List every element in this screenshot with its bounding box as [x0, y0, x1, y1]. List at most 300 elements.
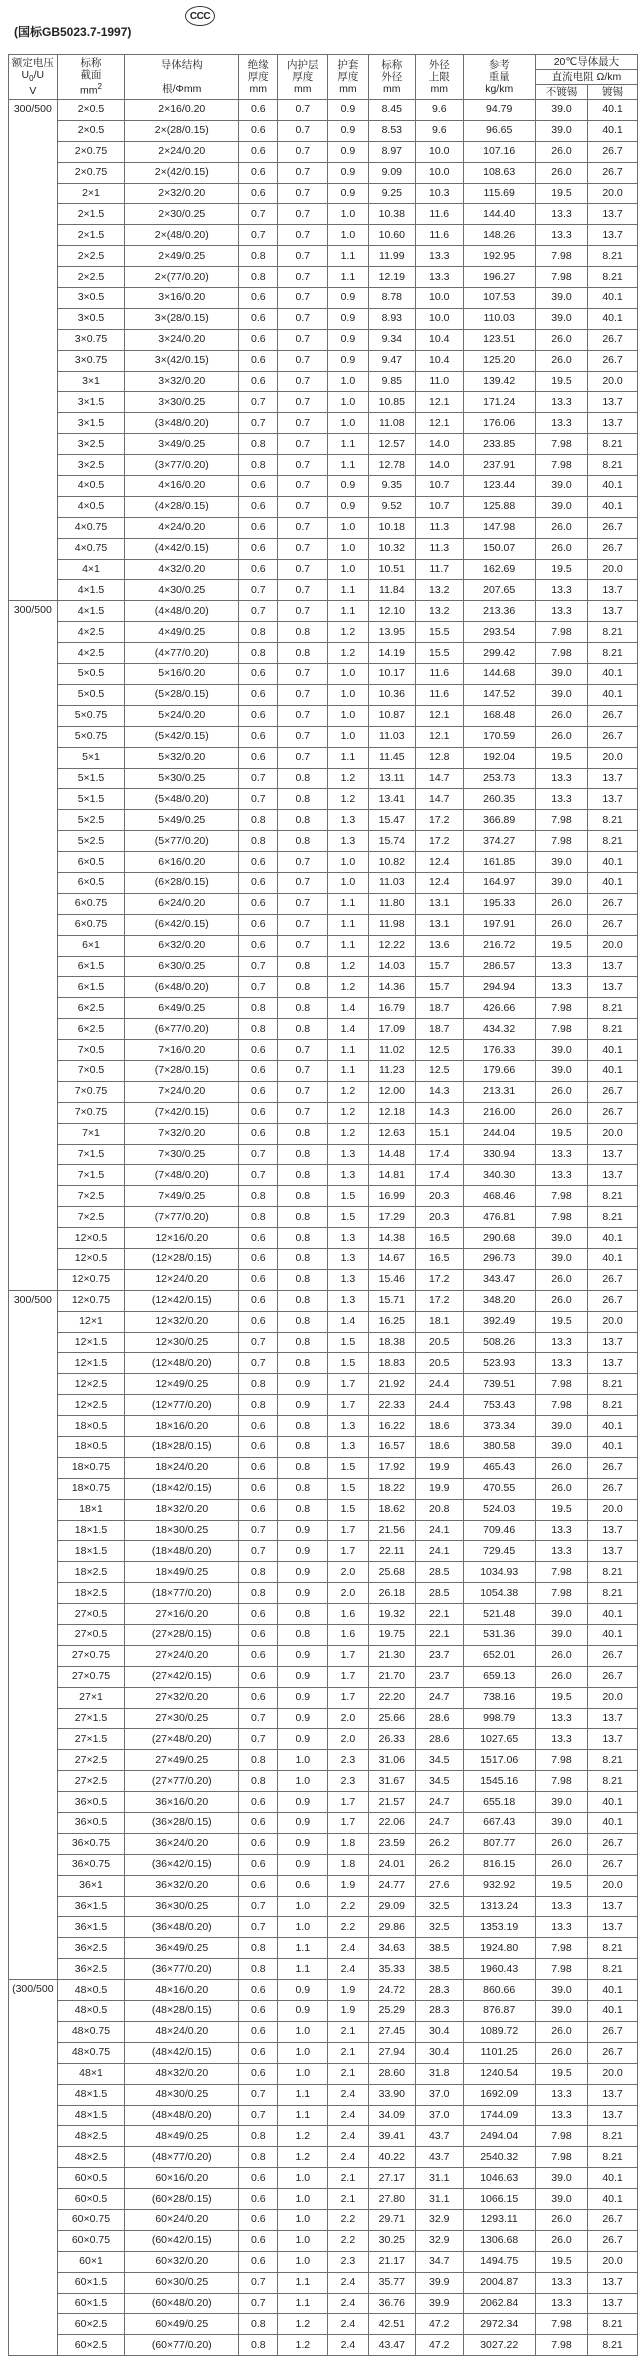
- insulation-thickness-cell: 0.7: [239, 2272, 278, 2293]
- conductor-structure-cell: 36×49/0.25: [125, 1938, 239, 1959]
- sheath-thickness-cell: 2.2: [328, 2230, 368, 2251]
- insulation-thickness-cell: 0.6: [239, 914, 278, 935]
- conductor-structure-cell: 36×16/0.20: [125, 1792, 239, 1813]
- resistance-tinned-cell: 13.7: [588, 601, 638, 622]
- resistance-tinned-cell: 20.0: [588, 2063, 638, 2084]
- resistance-untinned-cell: 39.0: [535, 1040, 587, 1061]
- resistance-untinned-cell: 26.0: [535, 1269, 587, 1290]
- resistance-untinned-cell: 7.98: [535, 2335, 587, 2356]
- resistance-tinned-cell: 13.7: [588, 1708, 638, 1729]
- nominal-od-cell: 12.22: [368, 935, 415, 956]
- od-upper-limit-cell: 12.5: [416, 1040, 463, 1061]
- sheath-thickness-cell: 1.7: [328, 1395, 368, 1416]
- table-row: [9, 225, 638, 246]
- inner-sheath-thickness-cell: 0.8: [278, 1625, 328, 1646]
- inner-sheath-thickness-cell: 0.7: [278, 204, 328, 225]
- resistance-untinned-cell: 39.0: [535, 288, 587, 309]
- sheath-thickness-cell: 0.9: [328, 120, 368, 141]
- header-nominal-section: 标称 截面 $mm^2$: [57, 55, 125, 100]
- inner-sheath-thickness-cell: 0.8: [278, 1290, 328, 1311]
- resistance-tinned-cell: 8.21: [588, 998, 638, 1019]
- nominal-od-cell: 12.63: [368, 1123, 415, 1144]
- nominal-od-cell: 26.18: [368, 1583, 415, 1604]
- reference-weight-cell: 123.44: [463, 476, 535, 497]
- inner-sheath-thickness-cell: 0.8: [278, 1311, 328, 1332]
- reference-weight-cell: 340.30: [463, 1165, 535, 1186]
- od-upper-limit-cell: 16.5: [416, 1248, 463, 1269]
- resistance-untinned-cell: 39.0: [535, 476, 587, 497]
- resistance-tinned-cell: 40.1: [588, 684, 638, 705]
- reference-weight-cell: 161.85: [463, 852, 535, 873]
- resistance-tinned-cell: 40.1: [588, 2168, 638, 2189]
- insulation-thickness-cell: 0.6: [239, 183, 278, 204]
- od-upper-limit-cell: 23.7: [416, 1645, 463, 1666]
- sheath-thickness-cell: 1.1: [328, 1060, 368, 1081]
- insulation-thickness-cell: 0.8: [239, 2335, 278, 2356]
- nominal-section-cell: 2×0.5: [57, 100, 125, 121]
- od-upper-limit-cell: 14.3: [416, 1102, 463, 1123]
- resistance-tinned-cell: 8.21: [588, 1583, 638, 1604]
- table-row: [9, 2042, 638, 2063]
- conductor-structure-cell: 7×16/0.20: [125, 1040, 239, 1061]
- resistance-tinned-cell: 26.7: [588, 2230, 638, 2251]
- nominal-section-cell: 2×1.5: [57, 225, 125, 246]
- conductor-structure-cell: (4×28/0.15): [125, 496, 239, 517]
- nominal-od-cell: 8.78: [368, 288, 415, 309]
- inner-sheath-thickness-cell: 0.9: [278, 1583, 328, 1604]
- conductor-structure-cell: 2×32/0.20: [125, 183, 239, 204]
- inner-sheath-thickness-cell: 0.9: [278, 1520, 328, 1541]
- sheath-thickness-cell: 2.4: [328, 2272, 368, 2293]
- od-upper-limit-cell: 12.1: [416, 705, 463, 726]
- resistance-tinned-cell: 26.7: [588, 1478, 638, 1499]
- reference-weight-cell: 1306.68: [463, 2230, 535, 2251]
- table-row: [9, 1687, 638, 1708]
- conductor-structure-cell: 6×49/0.25: [125, 998, 239, 1019]
- inner-sheath-thickness-cell: 0.9: [278, 1708, 328, 1729]
- conductor-structure-cell: 6×32/0.20: [125, 935, 239, 956]
- od-upper-limit-cell: 12.1: [416, 413, 463, 434]
- od-upper-limit-cell: 18.7: [416, 998, 463, 1019]
- inner-sheath-thickness-cell: 0.7: [278, 726, 328, 747]
- conductor-structure-cell: (18×77/0.20): [125, 1583, 239, 1604]
- insulation-thickness-cell: 0.6: [239, 2230, 278, 2251]
- sheath-thickness-cell: 1.6: [328, 1604, 368, 1625]
- resistance-untinned-cell: 39.0: [535, 1813, 587, 1834]
- inner-sheath-thickness-cell: 1.0: [278, 2021, 328, 2042]
- inner-sheath-thickness-cell: 0.7: [278, 1040, 328, 1061]
- nominal-od-cell: 19.75: [368, 1625, 415, 1646]
- conductor-structure-cell: (6×77/0.20): [125, 1019, 239, 1040]
- insulation-thickness-cell: 0.6: [239, 162, 278, 183]
- nominal-section-cell: 6×0.5: [57, 872, 125, 893]
- resistance-tinned-cell: 8.21: [588, 1771, 638, 1792]
- nominal-od-cell: 9.25: [368, 183, 415, 204]
- conductor-structure-cell: 2×24/0.20: [125, 141, 239, 162]
- conductor-structure-cell: 27×49/0.25: [125, 1750, 239, 1771]
- table-row: [9, 1269, 638, 1290]
- conductor-structure-cell: (48×77/0.20): [125, 2147, 239, 2168]
- od-upper-limit-cell: 15.5: [416, 622, 463, 643]
- od-upper-limit-cell: 14.7: [416, 789, 463, 810]
- inner-sheath-thickness-cell: 1.0: [278, 2063, 328, 2084]
- reference-weight-cell: 139.42: [463, 371, 535, 392]
- sheath-thickness-cell: 1.7: [328, 1792, 368, 1813]
- nominal-section-cell: 4×2.5: [57, 622, 125, 643]
- conductor-structure-cell: (3×77/0.20): [125, 455, 239, 476]
- nominal-od-cell: 14.36: [368, 977, 415, 998]
- insulation-thickness-cell: 0.6: [239, 1499, 278, 1520]
- resistance-untinned-cell: 26.0: [535, 1102, 587, 1123]
- inner-sheath-thickness-cell: 1.2: [278, 2314, 328, 2335]
- table-row: [9, 2251, 638, 2272]
- header-dc-resistance-unit: 直流电阻 Ω/km: [535, 70, 637, 85]
- table-row: [9, 1792, 638, 1813]
- od-upper-limit-cell: 32.9: [416, 2209, 463, 2230]
- conductor-structure-cell: 5×30/0.25: [125, 768, 239, 789]
- sheath-thickness-cell: 2.4: [328, 2314, 368, 2335]
- resistance-tinned-cell: 13.7: [588, 2293, 638, 2314]
- sheath-thickness-cell: 2.3: [328, 2251, 368, 2272]
- inner-sheath-thickness-cell: 0.7: [278, 413, 328, 434]
- od-upper-limit-cell: 24.4: [416, 1374, 463, 1395]
- nominal-od-cell: 43.47: [368, 2335, 415, 2356]
- table-row: [9, 1332, 638, 1353]
- reference-weight-cell: 1027.65: [463, 1729, 535, 1750]
- nominal-section-cell: 7×1.5: [57, 1144, 125, 1165]
- nominal-od-cell: 29.71: [368, 2209, 415, 2230]
- insulation-thickness-cell: 0.7: [239, 1165, 278, 1186]
- insulation-thickness-cell: 0.7: [239, 204, 278, 225]
- resistance-tinned-cell: 40.1: [588, 1792, 638, 1813]
- od-upper-limit-cell: 11.0: [416, 371, 463, 392]
- conductor-structure-cell: 3×16/0.20: [125, 288, 239, 309]
- resistance-tinned-cell: 26.7: [588, 350, 638, 371]
- od-upper-limit-cell: 22.1: [416, 1625, 463, 1646]
- reference-weight-cell: 233.85: [463, 434, 535, 455]
- table-row: [9, 141, 638, 162]
- od-upper-limit-cell: 18.6: [416, 1437, 463, 1458]
- nominal-section-cell: 7×1: [57, 1123, 125, 1144]
- table-row: [9, 2001, 638, 2022]
- table-row: [9, 100, 638, 121]
- nominal-section-cell: 6×1: [57, 935, 125, 956]
- table-row: [9, 1144, 638, 1165]
- resistance-tinned-cell: 13.7: [588, 956, 638, 977]
- conductor-structure-cell: (18×42/0.15): [125, 1478, 239, 1499]
- insulation-thickness-cell: 0.6: [239, 1980, 278, 2001]
- inner-sheath-thickness-cell: 0.7: [278, 455, 328, 476]
- insulation-thickness-cell: 0.6: [239, 852, 278, 873]
- resistance-untinned-cell: 26.0: [535, 893, 587, 914]
- nominal-od-cell: 16.22: [368, 1416, 415, 1437]
- nominal-od-cell: 18.22: [368, 1478, 415, 1499]
- insulation-thickness-cell: 0.8: [239, 1771, 278, 1792]
- resistance-tinned-cell: 8.21: [588, 267, 638, 288]
- inner-sheath-thickness-cell: 0.7: [278, 120, 328, 141]
- insulation-thickness-cell: 0.6: [239, 2209, 278, 2230]
- sheath-thickness-cell: 1.7: [328, 1520, 368, 1541]
- insulation-thickness-cell: 0.6: [239, 872, 278, 893]
- sheath-thickness-cell: 1.1: [328, 747, 368, 768]
- nominal-section-cell: 5×0.5: [57, 664, 125, 685]
- inner-sheath-thickness-cell: 0.9: [278, 1854, 328, 1875]
- inner-sheath-thickness-cell: 0.8: [278, 1248, 328, 1269]
- od-upper-limit-cell: 17.4: [416, 1144, 463, 1165]
- nominal-section-cell: 12×0.5: [57, 1228, 125, 1249]
- reference-weight-cell: 374.27: [463, 831, 535, 852]
- resistance-tinned-cell: 40.1: [588, 496, 638, 517]
- header-nominal-od: 标称 外径 mm: [368, 55, 415, 100]
- resistance-tinned-cell: 13.7: [588, 1520, 638, 1541]
- nominal-section-cell: 4×0.5: [57, 476, 125, 497]
- nominal-section-cell: 7×0.75: [57, 1102, 125, 1123]
- inner-sheath-thickness-cell: 0.8: [278, 1499, 328, 1520]
- nominal-section-cell: 2×2.5: [57, 246, 125, 267]
- nominal-od-cell: 16.79: [368, 998, 415, 1019]
- sheath-thickness-cell: 1.2: [328, 1102, 368, 1123]
- resistance-tinned-cell: 40.1: [588, 852, 638, 873]
- reference-weight-cell: 738.16: [463, 1687, 535, 1708]
- od-upper-limit-cell: 13.2: [416, 580, 463, 601]
- inner-sheath-thickness-cell: 0.8: [278, 643, 328, 664]
- inner-sheath-thickness-cell: 0.7: [278, 162, 328, 183]
- resistance-tinned-cell: 20.0: [588, 1499, 638, 1520]
- nominal-od-cell: 21.17: [368, 2251, 415, 2272]
- inner-sheath-thickness-cell: 0.7: [278, 517, 328, 538]
- sheath-thickness-cell: 2.0: [328, 1729, 368, 1750]
- insulation-thickness-cell: 0.6: [239, 684, 278, 705]
- table-row: [9, 2293, 638, 2314]
- insulation-thickness-cell: 0.6: [239, 1792, 278, 1813]
- resistance-tinned-cell: 26.7: [588, 1666, 638, 1687]
- resistance-tinned-cell: 8.21: [588, 434, 638, 455]
- nominal-od-cell: 9.34: [368, 329, 415, 350]
- resistance-tinned-cell: 40.1: [588, 664, 638, 685]
- reference-weight-cell: 434.32: [463, 1019, 535, 1040]
- resistance-tinned-cell: 13.7: [588, 768, 638, 789]
- table-row: [9, 726, 638, 747]
- resistance-tinned-cell: 8.21: [588, 622, 638, 643]
- table-row: [9, 1102, 638, 1123]
- conductor-structure-cell: (6×28/0.15): [125, 872, 239, 893]
- nominal-od-cell: 22.20: [368, 1687, 415, 1708]
- inner-sheath-thickness-cell: 0.8: [278, 1332, 328, 1353]
- table-row: [9, 1583, 638, 1604]
- table-row: [9, 1416, 638, 1437]
- sheath-thickness-cell: 1.7: [328, 1645, 368, 1666]
- nominal-od-cell: 24.01: [368, 1854, 415, 1875]
- od-upper-limit-cell: 14.0: [416, 434, 463, 455]
- nominal-section-cell: 27×2.5: [57, 1750, 125, 1771]
- conductor-structure-cell: (7×42/0.15): [125, 1102, 239, 1123]
- resistance-untinned-cell: 7.98: [535, 1750, 587, 1771]
- od-upper-limit-cell: 12.1: [416, 726, 463, 747]
- nominal-section-cell: 60×0.5: [57, 2168, 125, 2189]
- header-reference-weight: 参考 重量 kg/km: [463, 55, 535, 100]
- nominal-section-cell: 18×1: [57, 1499, 125, 1520]
- conductor-structure-cell: (60×48/0.20): [125, 2293, 239, 2314]
- conductor-structure-cell: (7×77/0.20): [125, 1207, 239, 1228]
- conductor-structure-cell: 6×30/0.25: [125, 956, 239, 977]
- od-upper-limit-cell: 17.2: [416, 1290, 463, 1311]
- resistance-untinned-cell: 26.0: [535, 1457, 587, 1478]
- sheath-thickness-cell: 1.5: [328, 1457, 368, 1478]
- table-row: [9, 496, 638, 517]
- reference-weight-cell: 330.94: [463, 1144, 535, 1165]
- nominal-section-cell: 4×0.75: [57, 538, 125, 559]
- insulation-thickness-cell: 0.6: [239, 1666, 278, 1687]
- reference-weight-cell: 860.66: [463, 1980, 535, 2001]
- reference-weight-cell: 115.69: [463, 183, 535, 204]
- conductor-structure-cell: 4×16/0.20: [125, 476, 239, 497]
- insulation-thickness-cell: 0.6: [239, 2251, 278, 2272]
- od-upper-limit-cell: 10.0: [416, 162, 463, 183]
- sheath-thickness-cell: 1.2: [328, 977, 368, 998]
- resistance-tinned-cell: 26.7: [588, 2209, 638, 2230]
- insulation-thickness-cell: 0.6: [239, 1123, 278, 1144]
- od-upper-limit-cell: 20.3: [416, 1207, 463, 1228]
- nominal-od-cell: 16.57: [368, 1437, 415, 1458]
- conductor-structure-cell: (4×48/0.20): [125, 601, 239, 622]
- insulation-thickness-cell: 0.8: [239, 1207, 278, 1228]
- nominal-section-cell: 60×1.5: [57, 2272, 125, 2293]
- nominal-section-cell: 12×0.75: [57, 1290, 125, 1311]
- sheath-thickness-cell: 1.3: [328, 1416, 368, 1437]
- resistance-untinned-cell: 13.3: [535, 601, 587, 622]
- insulation-thickness-cell: 0.8: [239, 246, 278, 267]
- nominal-od-cell: 11.03: [368, 726, 415, 747]
- conductor-structure-cell: (5×42/0.15): [125, 726, 239, 747]
- insulation-thickness-cell: 0.6: [239, 2168, 278, 2189]
- resistance-tinned-cell: 8.21: [588, 810, 638, 831]
- resistance-untinned-cell: 26.0: [535, 914, 587, 935]
- sheath-thickness-cell: 1.0: [328, 538, 368, 559]
- insulation-thickness-cell: 0.6: [239, 747, 278, 768]
- header-rated-voltage: 额定电压 $U_0/U$ V: [9, 55, 58, 100]
- insulation-thickness-cell: 0.6: [239, 1269, 278, 1290]
- nominal-od-cell: 12.10: [368, 601, 415, 622]
- od-upper-limit-cell: 28.6: [416, 1729, 463, 1750]
- inner-sheath-thickness-cell: 0.7: [278, 267, 328, 288]
- nominal-od-cell: 14.81: [368, 1165, 415, 1186]
- inner-sheath-thickness-cell: 0.8: [278, 956, 328, 977]
- resistance-tinned-cell: 20.0: [588, 1123, 638, 1144]
- resistance-untinned-cell: 7.98: [535, 267, 587, 288]
- header-max-dc-resistance: 20℃导体最大: [535, 55, 637, 70]
- sheath-thickness-cell: 2.4: [328, 2084, 368, 2105]
- conductor-structure-cell: 48×30/0.25: [125, 2084, 239, 2105]
- od-upper-limit-cell: 23.7: [416, 1666, 463, 1687]
- resistance-untinned-cell: 26.0: [535, 1290, 587, 1311]
- resistance-tinned-cell: 26.7: [588, 914, 638, 935]
- insulation-thickness-cell: 0.7: [239, 601, 278, 622]
- reference-weight-cell: 2540.32: [463, 2147, 535, 2168]
- resistance-tinned-cell: 40.1: [588, 2001, 638, 2022]
- reference-weight-cell: 1066.15: [463, 2189, 535, 2210]
- table-row: [9, 935, 638, 956]
- od-upper-limit-cell: 20.8: [416, 1499, 463, 1520]
- conductor-structure-cell: 18×16/0.20: [125, 1416, 239, 1437]
- resistance-tinned-cell: 40.1: [588, 1228, 638, 1249]
- reference-weight-cell: 1960.43: [463, 1959, 535, 1980]
- table-row: [9, 1959, 638, 1980]
- inner-sheath-thickness-cell: 0.8: [278, 1478, 328, 1499]
- nominal-od-cell: 22.33: [368, 1395, 415, 1416]
- nominal-od-cell: 10.51: [368, 559, 415, 580]
- resistance-untinned-cell: 19.5: [535, 747, 587, 768]
- insulation-thickness-cell: 0.6: [239, 1854, 278, 1875]
- od-upper-limit-cell: 20.5: [416, 1332, 463, 1353]
- nominal-od-cell: 13.95: [368, 622, 415, 643]
- nominal-section-cell: 27×1: [57, 1687, 125, 1708]
- od-upper-limit-cell: 38.5: [416, 1959, 463, 1980]
- od-upper-limit-cell: 20.5: [416, 1353, 463, 1374]
- nominal-section-cell: 5×1: [57, 747, 125, 768]
- table-row: [9, 1228, 638, 1249]
- od-upper-limit-cell: 39.9: [416, 2272, 463, 2293]
- nominal-od-cell: 21.56: [368, 1520, 415, 1541]
- nominal-od-cell: 15.46: [368, 1269, 415, 1290]
- conductor-structure-cell: 5×24/0.20: [125, 705, 239, 726]
- conductor-structure-cell: 4×24/0.20: [125, 517, 239, 538]
- conductor-structure-cell: 60×49/0.25: [125, 2314, 239, 2335]
- resistance-tinned-cell: 40.1: [588, 1813, 638, 1834]
- reference-weight-cell: 179.66: [463, 1060, 535, 1081]
- table-row: [9, 1248, 638, 1269]
- reference-weight-cell: 476.81: [463, 1207, 535, 1228]
- reference-weight-cell: 253.73: [463, 768, 535, 789]
- sheath-thickness-cell: 1.1: [328, 893, 368, 914]
- conductor-structure-cell: 7×30/0.25: [125, 1144, 239, 1165]
- nominal-od-cell: 19.32: [368, 1604, 415, 1625]
- nominal-section-cell: 48×2.5: [57, 2147, 125, 2168]
- nominal-section-cell: 18×0.75: [57, 1478, 125, 1499]
- od-upper-limit-cell: 26.2: [416, 1833, 463, 1854]
- insulation-thickness-cell: 0.7: [239, 1332, 278, 1353]
- insulation-thickness-cell: 0.8: [239, 2314, 278, 2335]
- inner-sheath-thickness-cell: 1.0: [278, 2168, 328, 2189]
- nominal-section-cell: 48×1.5: [57, 2105, 125, 2126]
- table-row: [9, 789, 638, 810]
- table-row: [9, 2335, 638, 2356]
- nominal-od-cell: 10.60: [368, 225, 415, 246]
- resistance-untinned-cell: 39.0: [535, 1604, 587, 1625]
- od-upper-limit-cell: 24.1: [416, 1541, 463, 1562]
- nominal-od-cell: 15.47: [368, 810, 415, 831]
- insulation-thickness-cell: 0.7: [239, 1729, 278, 1750]
- resistance-tinned-cell: 26.7: [588, 726, 638, 747]
- conductor-structure-cell: (27×48/0.20): [125, 1729, 239, 1750]
- od-upper-limit-cell: 13.2: [416, 601, 463, 622]
- resistance-tinned-cell: 26.7: [588, 1102, 638, 1123]
- conductor-structure-cell: (27×28/0.15): [125, 1625, 239, 1646]
- table-row: [9, 267, 638, 288]
- resistance-untinned-cell: 19.5: [535, 371, 587, 392]
- insulation-thickness-cell: 0.6: [239, 1248, 278, 1269]
- resistance-untinned-cell: 13.3: [535, 1708, 587, 1729]
- od-upper-limit-cell: 12.5: [416, 1060, 463, 1081]
- rated-voltage-cell: 300/500: [9, 601, 58, 1290]
- od-upper-limit-cell: 11.3: [416, 538, 463, 559]
- nominal-section-cell: 18×1.5: [57, 1541, 125, 1562]
- nominal-section-cell: 7×0.5: [57, 1060, 125, 1081]
- reference-weight-cell: 162.69: [463, 559, 535, 580]
- od-upper-limit-cell: 34.5: [416, 1750, 463, 1771]
- nominal-od-cell: 12.57: [368, 434, 415, 455]
- reference-weight-cell: 123.51: [463, 329, 535, 350]
- resistance-untinned-cell: 39.0: [535, 496, 587, 517]
